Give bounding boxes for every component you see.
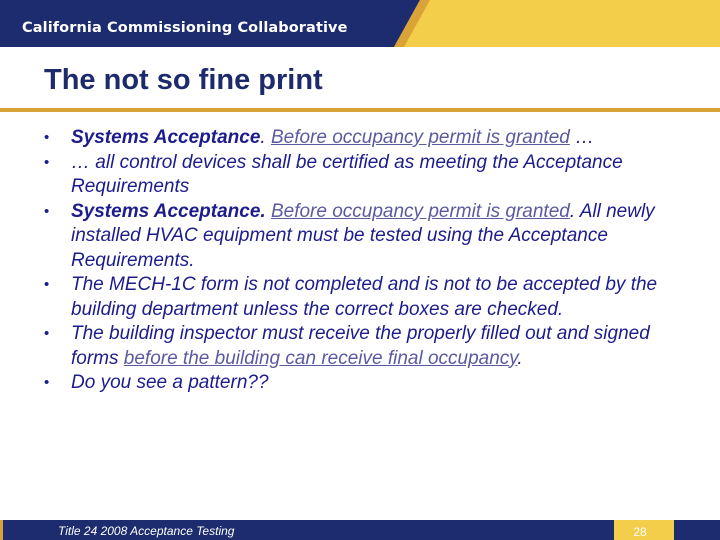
page-number: 28 [633,525,647,539]
bullet-item [44,126,694,151]
footer-course-title: Title 24 2008 Acceptance Testing [58,524,235,538]
bullet-text: … [569,127,595,148]
bullet-marker: • [44,129,50,146]
underlined-text: before the building can receive final occupancy [123,347,518,369]
bullet-marker: • [44,374,50,391]
bullet-text: Systems Acceptance [71,127,261,148]
bullet-item [44,322,694,371]
underlined-text: Before occupancy permit is granted [270,200,570,222]
bullet-text: Do you see a pattern?? [71,372,269,393]
underlined-text: Before occupancy permit is granted [270,127,570,148]
org-name: California Commissioning Collaborative [22,20,348,36]
bullet-marker: • [44,153,50,171]
bullet-text: . [517,347,523,369]
footer-accent [0,520,3,540]
bullet-item [44,200,694,274]
bullet-text: The MECH-1C form is not completed and is not to be accepted by the building department unless the correct boxes are checked. [71,274,658,320]
slide-title: The not so fine print [44,64,323,96]
bullet-text: Systems Acceptance. [71,200,266,222]
bullet-item [44,273,694,322]
bullet-marker: • [44,325,50,342]
bullet-marker: • [44,276,50,293]
bullet-list [44,126,694,396]
title-divider [0,108,720,112]
bullet-text: The building inspector must receive the properly filled out and signed forms [71,323,650,369]
bullet-text: . [260,127,271,148]
bullet-item [44,151,694,200]
bullet-text: … all control devices shall be certified as meeting the Acceptance Requirements [71,151,623,197]
bullet-text: . All newly installed HVAC equipment must be tested using the Acceptance Requirements. [71,200,655,271]
header-bar [0,0,720,47]
bullet-marker: • [44,202,50,220]
bullet-item [44,371,694,396]
